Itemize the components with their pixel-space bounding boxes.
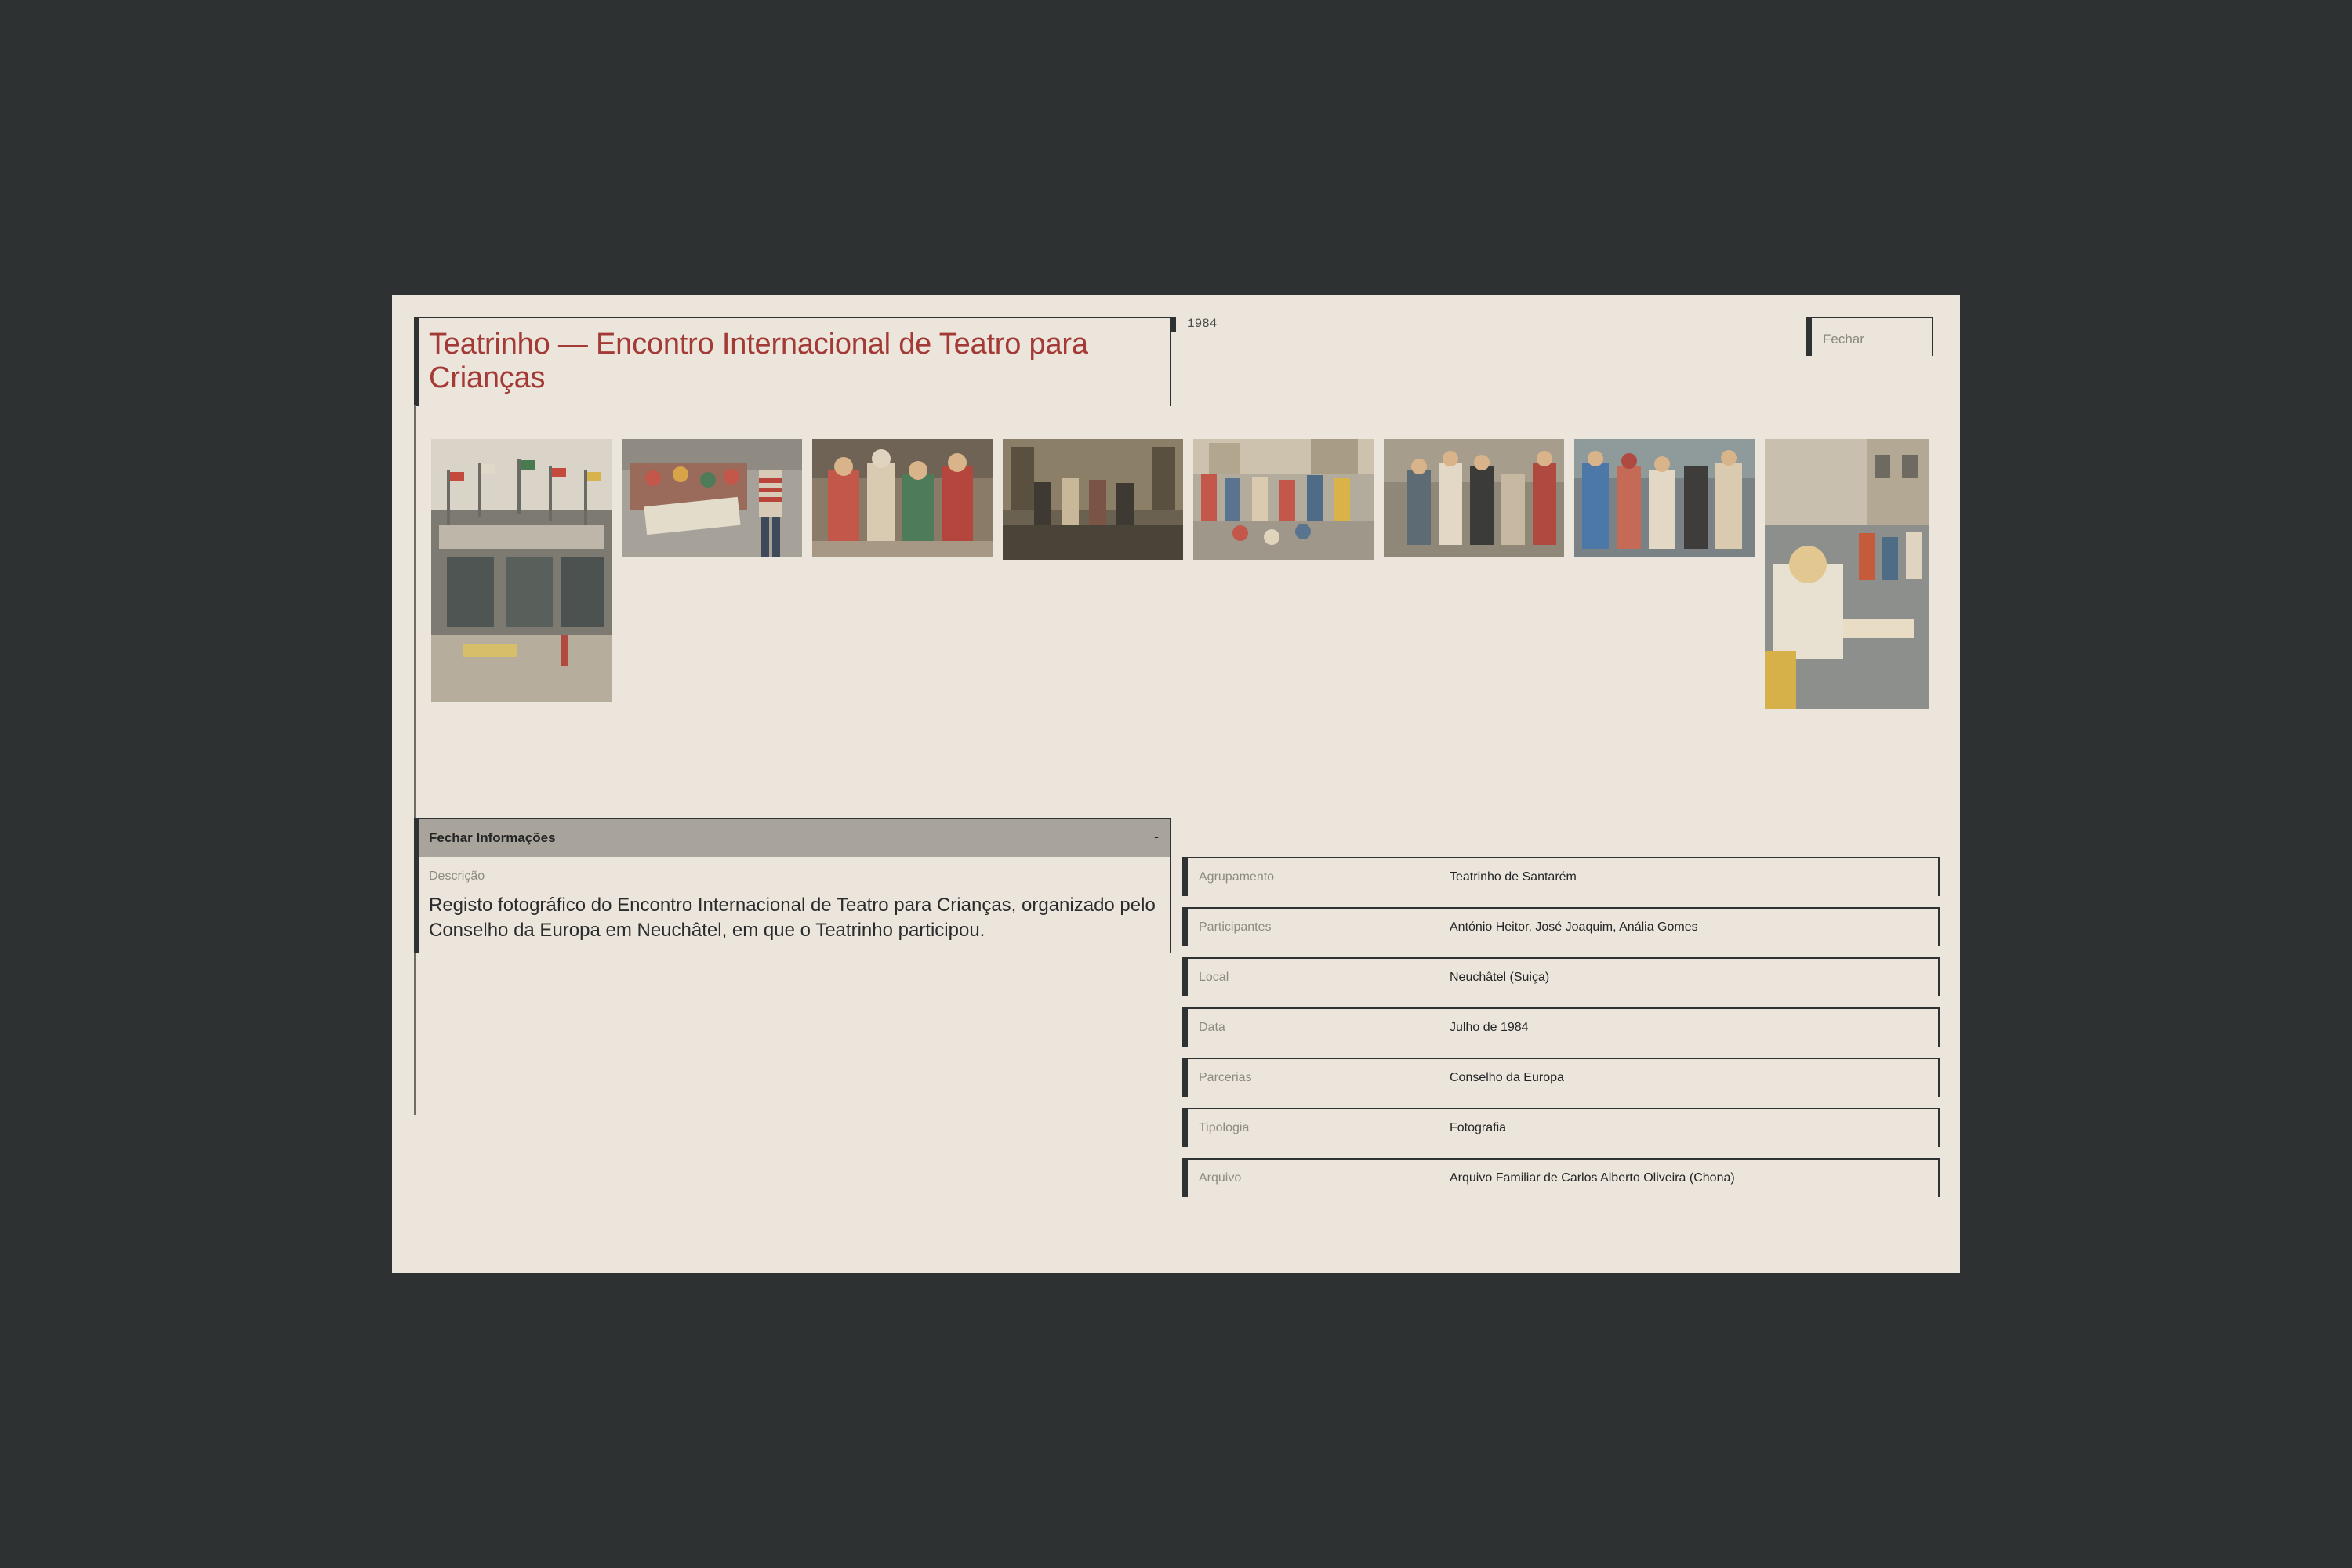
gallery-photo-4[interactable] (1003, 439, 1183, 560)
info-toggle-label: Fechar Informações (429, 830, 556, 845)
page-title: Teatrinho — Encontro Internacional de Teatro para Crianças (429, 328, 1088, 394)
meta-row-parcerias (1182, 1058, 1940, 1097)
photo-stage-performance (1003, 439, 1183, 560)
meta-row-tipologia (1182, 1108, 1940, 1147)
photo-building-flags (431, 439, 612, 702)
meta-key: Tipologia (1199, 1121, 1250, 1134)
meta-row-participantes (1182, 907, 1940, 946)
meta-key: Agrupamento (1199, 870, 1275, 884)
close-button[interactable] (1806, 317, 1933, 356)
title-block (414, 317, 1171, 406)
meta-row-arquivo (1182, 1158, 1940, 1197)
meta-key: Arquivo (1199, 1171, 1242, 1185)
gallery-photo-1[interactable] (431, 439, 612, 702)
gallery-photo-3[interactable] (812, 439, 993, 557)
collapse-icon: - (1154, 829, 1159, 844)
gallery-photo-5[interactable] (1193, 439, 1374, 560)
photo-children-banner (622, 439, 802, 557)
photo-seated-street (1765, 439, 1929, 709)
info-toggle-button[interactable] (414, 818, 1171, 857)
meta-key: Parcerias (1199, 1071, 1252, 1084)
meta-value: Arquivo Familiar de Carlos Alberto Oliveira (Chona) (1450, 1171, 1735, 1185)
meta-value: Fotografia (1450, 1121, 1507, 1134)
project-detail-card (392, 295, 1960, 1273)
meta-key: Data (1199, 1021, 1225, 1034)
year-block (1171, 317, 1217, 332)
photo-crowd-square (1193, 439, 1374, 560)
photo-costumed-group (812, 439, 993, 557)
description-block (414, 857, 1171, 953)
photo-dancers-indoor (1384, 439, 1564, 557)
meta-row-data (1182, 1007, 1940, 1047)
gallery-photo-7[interactable] (1574, 439, 1755, 557)
meta-row-local (1182, 957, 1940, 996)
close-button-label: Fechar (1823, 332, 1864, 347)
meta-key: Local (1199, 971, 1229, 984)
gallery-photo-8[interactable] (1765, 439, 1929, 709)
meta-value: António Heitor, José Joaquim, Anália Gomes (1450, 920, 1698, 934)
description-label: Descrição (429, 869, 485, 883)
meta-value: Teatrinho de Santarém (1450, 870, 1577, 884)
meta-key: Participantes (1199, 920, 1272, 934)
gallery-photo-6[interactable] (1384, 439, 1564, 557)
gallery-photo-2[interactable] (622, 439, 802, 557)
meta-value: Conselho da Europa (1450, 1071, 1564, 1084)
left-divider (414, 405, 416, 1115)
photo-performers-blue (1574, 439, 1755, 557)
description-text: Registo fotográfico do Encontro Internacional de Teatro para Crianças, organizado pelo Conselho da Europa em Neuchâtel, em que o Teatrinho participou. (429, 895, 1156, 941)
meta-value: Neuchâtel (Suiça) (1450, 971, 1550, 984)
year-label: 1984 (1187, 317, 1218, 331)
meta-value: Julho de 1984 (1450, 1021, 1529, 1034)
meta-row-agrupamento (1182, 857, 1940, 896)
